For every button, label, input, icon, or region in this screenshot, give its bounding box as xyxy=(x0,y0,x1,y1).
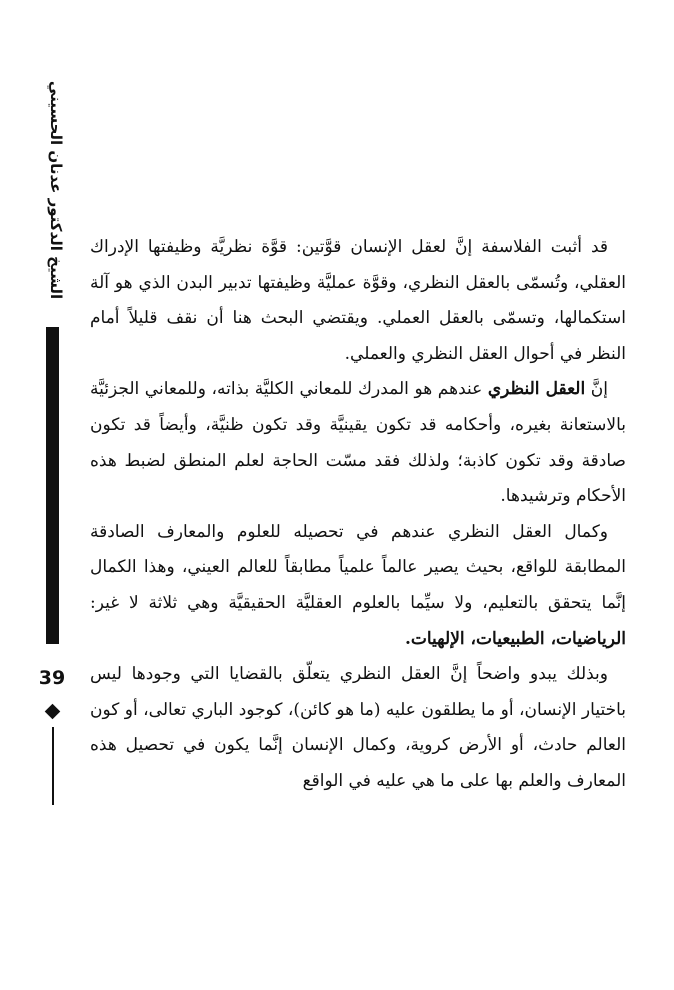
paragraph-text: قد أثبت الفلاسفة إنَّ لعقل الإنسان قوَّتين: قوَّة نظريَّة وظيفتها الإدراك العقلي، وتُسمّى بالعقل النظري، وقوَّة عمليَّة وظيفتها تدبير البدن الذي هو آلة استكمالها، وتسمّى بالعقل العملي. ويقتضي البحث هنا أن نقف قليلاً أمام النظر في أحوال العقل النظري والعملي. xyxy=(90,237,626,364)
decorative-bar xyxy=(46,327,59,644)
paragraph-text: عندهم هو المدرك للمعاني الكليَّة بذاته، وللمعاني الجزئيَّة بالاستعانة بغيره، وأحكامه قد تكون يقينيَّة وقد تكون ظنيَّة، وأيضاً قد تكون صادقة وقد تكون كاذبة؛ ولذلك فقد مسّت الحاجة لعلم المنطق لضبط هذه الأحكام وترشيدها. xyxy=(90,379,626,507)
paragraph-text: وبذلك يبدو واضحاً إنَّ العقل النظري يتعلّق بالقضايا التي وجودها ليس باختيار الإنسان، أو ما يطلقون عليه (ما هو كائن)، كوجود الباري تعالى، أو كون العالم حادث، أو الأرض كروية، وكمال الإنسان إنَّما يكون في تحصيل هذه المعارف والعلم بها على ما هي عليه في الواقع xyxy=(90,664,626,791)
paragraph-2 xyxy=(90,372,626,514)
paragraph-text: وكمال العقل النظري عندهم في تحصيله للعلوم والمعارف الصادقة المطابقة للواقع، بحيث يصير عالماً علمياً مطابقاً للعالم العيني، وهذا الكمال إنَّما يتحقق بالتعليم، ولا سيِّما بالعلوم العقليَّة الحقيقيَّة وهي ثلاثة لا غير: xyxy=(90,521,626,613)
page-body xyxy=(90,230,626,800)
paragraph-4 xyxy=(90,657,626,799)
running-header xyxy=(44,80,68,300)
diamond-ornament-icon xyxy=(45,704,61,720)
paragraph-3 xyxy=(90,515,626,657)
vertical-rule xyxy=(52,727,54,805)
paragraph-1 xyxy=(90,230,626,372)
bold-term: العقل النظري xyxy=(487,379,586,400)
paragraph-lead: إنَّ xyxy=(590,379,608,400)
page-number: 39 xyxy=(38,667,66,689)
bold-term: الرياضيات، الطبيعيات، الإلهيات. xyxy=(404,628,626,649)
author-name: الشيخ الدكتور عدنان الحسيني xyxy=(47,80,65,300)
